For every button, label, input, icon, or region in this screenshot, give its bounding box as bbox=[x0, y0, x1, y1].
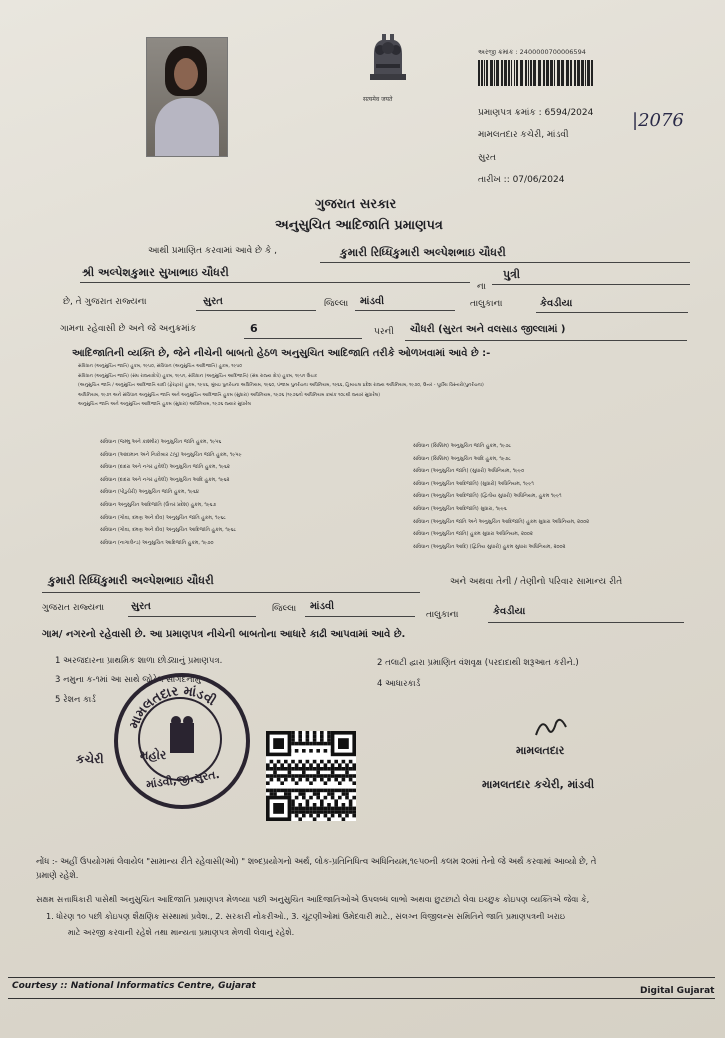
basis-item-2: 2 તલાટી દ્વારા પ્રમાણિત વંશવૃક્ષ (પરદાદાથી શરૂઆત કરીને.) bbox=[377, 658, 579, 668]
state-label: છે, તે ગુજરાત રાજ્યના bbox=[63, 297, 147, 307]
taluka2-label: તાલુકાના bbox=[426, 610, 459, 620]
footer-brand: Digital Gujarat bbox=[640, 986, 715, 996]
title-certificate: અનુસુચિત આદિજાતિ પ્રમાણપત્ર bbox=[275, 218, 443, 233]
note-line-3: 1. ધોરણ ૧૦ પછી કોઇપણ શૈક્ષણિક સંસ્થામાં પ્રવેશ., 2. સરકારી નોકરીઓ., 3. ચૂંટણીઓમાં ઉમેદવારી માટે., સંલગ્ન વિજીલન્સ સમિતિને જાતિ પ્રમાણપત્રની ખરાઇ bbox=[46, 911, 566, 921]
order-left-item-4: સંવિધાન (દાદરા અને નગર હવેલી) અનુસુચિત આદિ હુકમ, ૧૯૬૨ bbox=[100, 476, 230, 483]
order-right-item-7: સંવિધાન (અનુસુચિત જાતિ અને અનુસુચિત આદિજાતિ) હુકમ સુધારા અધિનિયમ, ૨૦૦૨ bbox=[413, 518, 590, 525]
basis-item-1: 1 અરજદારના પ્રાથમિક શાળા છોડ્યાનું પ્રમાણપત્ર. bbox=[55, 656, 223, 666]
order-left-item-2: સંવિધાન (આંદામાન અને નિકોબાર ટાપુ) અનુસુચિત જાતિ હુકમ, ૧૯૫૯ bbox=[100, 451, 242, 458]
qr-code bbox=[266, 731, 356, 821]
district-label: જિલ્લા bbox=[324, 299, 349, 309]
order-small-line-5: અનુસુચિત જાતિ અને અનુસુચિત આદિજાતિ હુકમ (સુધારા) અધિનિયમ, ૧૯૭૬ જ્યાર સુધારેલ bbox=[78, 402, 251, 408]
village: કેવડીયા bbox=[540, 298, 573, 309]
footer-courtesy: Courtesy :: National Informatics Centre, Gujarat bbox=[12, 981, 256, 991]
order-left-item-9: સંવિધાન (નાગાલેન્ડ) અનુસુચિત આદિજાતિ હુકમ, ૧૯૭૦ bbox=[100, 539, 214, 546]
relation: પુત્રી bbox=[503, 268, 521, 281]
applicant-photo bbox=[146, 37, 228, 157]
orders-left-list bbox=[100, 436, 242, 549]
village-repeat: કેવડીયા bbox=[493, 606, 526, 617]
basis-item-5: 5 રેશન કાર્ડ bbox=[55, 695, 96, 705]
applicant-name-repeat: કુમારી રિધ્ધિકુમારી અલ્પેશભાઇ ચૌધરી bbox=[48, 574, 214, 587]
order-small-line-4: અધિનિયમ, ૧૯૭૧ અને સંવિધાન અનુસુચિત જાતિ અને અનુસુચિત આદિજાતિ હુકમ (સુધારા) અધિનિયમ, ૧૯૭૬ (૧૯૭૬નો અધિનિયમ ક્રમાંક ૧૦૮થી જ્યાર સુધારેલ) bbox=[78, 392, 381, 398]
seal-left-text: કચેરી bbox=[76, 752, 104, 766]
signatory-office: મામલતદાર કચેરી, માંડવી bbox=[482, 778, 595, 791]
order-right-item-6: સંવિધાન (અનુસુચિત આદિજાતિ) સુધારા, ૧૯૯૬ bbox=[413, 505, 507, 512]
order-left-item-3: સંવિધાન (દાદરા અને નગર હવેલી) અનુસુચિત જાતિ હુકમ, ૧૯૬૨ bbox=[100, 464, 230, 471]
application-number: અરજી ક્રમાંક : 2400000700006594 bbox=[478, 48, 586, 56]
seal-bottom-text: માંડવી,જી.સુરત. bbox=[145, 767, 221, 792]
order-right-item-3: સંવિધાન (અનુસુચિત જાતિ) (સુધારો) અધિનિયમ, ૧૯૯૦ bbox=[413, 468, 525, 475]
note-line-2: સક્ષમ સત્તાધિકારી પાસેથી અનુસુચિત આદિજાતિ પ્રમાણપત્ર મેળવ્યા પછી અનુસુચિત આદિજાતિઓએ ઉપલબ્ધ લાભો અથવા છુટછાટો લેવા ઇચ્છુક કોઇપણ વ્યક્તિએ જેવા કે, bbox=[36, 894, 590, 904]
signature-mark bbox=[532, 715, 572, 741]
issuing-office: મામલતદાર કચેરી, માંડવી bbox=[478, 130, 569, 140]
district: સુરત bbox=[203, 296, 223, 307]
order-left-item-7: સંવિધાન (ગોવા, દમણ અને દીવ) અનુસુચિત જાતિ હુકમ, ૧૯૬૮ bbox=[100, 514, 227, 521]
serial-number: 6 bbox=[250, 322, 258, 335]
order-right-item-9: સંવિધાન (અનુસુચિત આદિ) (દ્વિતિય સુધારો) હુકમ સુધારા અધિનિયમ, ૨૦૦૨ bbox=[413, 543, 566, 550]
order-right-item-4: સંવિધાન (અનુસુચિત આદિજાતિ) (સુધારો) અધિનિયમ, ૧૯૯૧ bbox=[413, 480, 534, 487]
serial-label: ગામના રહેવાસી છે અને જે અનુક્રમાંક bbox=[60, 324, 197, 334]
certify-label: આથી પ્રમાણિત કરવામાં આવે છે કે , bbox=[148, 246, 277, 256]
national-emblem-icon bbox=[360, 28, 416, 92]
signatory-title: મામલતદાર bbox=[516, 744, 565, 757]
family-label: અને અથવા તેની / તેણીનો પરિવાર સામાન્ય રીતે bbox=[450, 577, 623, 587]
order-left-item-6: સંવિધાન અનુસુચિત આદિજાતિ (ઉત્તર પ્રદેશ) હુકમ, ૧૯૬૭ bbox=[100, 501, 217, 508]
emblem-motto: सत्यमेव जयते bbox=[363, 96, 393, 103]
taluka-label: તાલુકાના bbox=[470, 299, 503, 309]
office-seal bbox=[114, 673, 250, 809]
order-small-line-2: સંવિધાન (અનુસુચિત જાતિ) (સંઘ રાજ્યક્ષેત્રો) હુકમ, ૧૯૫૧, સંવિધાન (અનુસુચિત આદિજાતિ) (સંઘ રાજ્ય ક્ષેત્ર) હુકમ, ૧૯૫૧ ઉંચક bbox=[78, 373, 318, 379]
applicant-name: કુમારી રિધ્ધિકુમારી અલ્પેશભાઇ ચૌધરી bbox=[340, 246, 506, 259]
taluka-repeat: માંડવી bbox=[310, 601, 335, 612]
district2-label: જિલ્લા bbox=[272, 604, 297, 614]
taluka: માંડવી bbox=[360, 296, 385, 307]
order-right-item-8: સંવિધાન (અનુસુચિત જાતિ) હુકમ સુધારા અધિનિયમ, ૨૦૦૨ bbox=[413, 531, 533, 538]
handwritten-number: |2076 bbox=[632, 110, 684, 131]
order-left-item-8: સંવિધાન (ગોવા, દમણ અને દીવ) અનુસુચિત આદિજાતિ હુકમ, ૧૯૬૮ bbox=[100, 527, 237, 534]
order-left-item-1: સંવિધાન (જમ્મુ અને કાશ્મીર) અનુસુચિત જાતિ હુકમ, ૧૯૫૬ bbox=[100, 439, 222, 445]
order-right-item-1: સંવિધાન (સિક્કિમ) અનુસુચિત જાતિ હુકમ, ૧૯૭૮ bbox=[413, 443, 512, 449]
title-government: ગુજરાત સરકાર bbox=[315, 197, 397, 212]
order-right-item-2: સંવિધાન (સિક્કિમ) અનુસુચિત આદિ હુકમ, ૧૯૭૮ bbox=[413, 455, 511, 462]
issue-date: તારીખ :: 07/06/2024 bbox=[478, 175, 565, 185]
tribe-intro: આદિજાતિની વ્યક્તિ છે, જેને નીચેની બાબતો હેઠળ અનુસુચિત આદિજાતિ તરીકે ઓળખવામાં આવે છે :- bbox=[72, 348, 491, 359]
order-right-item-5: સંવિધાન (અનુસુચિત આદિજાતિ) (દ્વિતીય સુધારો) અધિનિયમ, હુકમ ૧૯૯૧ bbox=[413, 493, 562, 500]
seal-right-text: મહોર bbox=[140, 748, 167, 762]
certificate-number: પ્રમાણપત્ર ક્રમાંક : 6594/2024 bbox=[478, 108, 594, 118]
state2-label: ગુજરાત રાજ્યના bbox=[42, 603, 105, 613]
orders-right-list bbox=[413, 440, 589, 553]
relation-label: ના bbox=[477, 282, 486, 292]
barcode bbox=[476, 58, 596, 88]
orders-small-block bbox=[78, 362, 718, 410]
issuing-city: સુરત bbox=[478, 153, 496, 163]
basis-item-3: 3 નમુના ક-૧માં આ સાથે જોડેલ સોગંદનામું bbox=[55, 675, 201, 685]
tribe-name: ચૌધરી (સુરત અને વલસાડ જીલ્લામાં ) bbox=[410, 324, 566, 335]
order-small-line-1: સંવિધાન (અનુસુચિત જાતિ) હુકમ, ૧૯૫૦, સંવિધાન (અનુસુચિત આદિજાતિ) હુકમ, ૧૯૫૦ bbox=[78, 364, 243, 369]
district-repeat: સુરત bbox=[131, 601, 151, 612]
note-line-4: માટે અરજી કરવાની રહેશે તથા માન્યતા પ્રમાણપત્ર મેળવી લેવાનું રહેશે. bbox=[68, 927, 295, 937]
note-line-1: નોંધ :- અહીં ઉપયોગમાં લેવાયેલ "સામાન્ય રીતે રહેવાસી(ઓ) " શબ્દપ્રયોગનો અર્થ, લોક-પ્રતિનિધિત્વ અધિનિયમ,૧૯૫૦ની કલમ ૨૦માં તેનો જે અર્થ કરવામાં આવ્યો છે, તે bbox=[36, 856, 597, 866]
note-line-1b: પ્રમાણે રહેશે. bbox=[36, 870, 79, 880]
seal-ring-text: મામલતદાર માંડવી bbox=[126, 683, 219, 731]
resident-statement: ગામ/ નગરનો રહેવાસી છે. આ પ્રમાણપત્ર નીચેની બાબતોના આધારે કાઢી આપવામાં આવે છે. bbox=[42, 629, 406, 640]
father-name: શ્રી અલ્પેશકુમાર સુખાભાઇ ચૌધરી bbox=[82, 266, 229, 279]
basis-item-4: 4 આધારકાર્ડ bbox=[377, 679, 421, 689]
under-label: પરની bbox=[374, 327, 394, 337]
order-small-line-3: (અનુસુચિત જાતિ / અનુસુચિત આદિજાતિ યાદી (ફેરફાર) હુકમ, ૧૯૫૬, મુંબઇ પુનર્રચના અધિનિયમ, ૧૯૬૦, પંજાબ પુનર્રચના અધિનિયમ, ૧૯૬૬, હિમાચલ પ્રદેશ રાજ્ય અધિનિયમ, ૧૯૭૦, ઉત્તર - પૂર્વીય વિસ્તારો(પુનર્રચના) bbox=[78, 383, 484, 389]
order-left-item-5: સંવિધાન (પોંડુચેરી) અનુસુચિત જાતિ હુકમ, ૧૯૬૪ bbox=[100, 489, 199, 496]
